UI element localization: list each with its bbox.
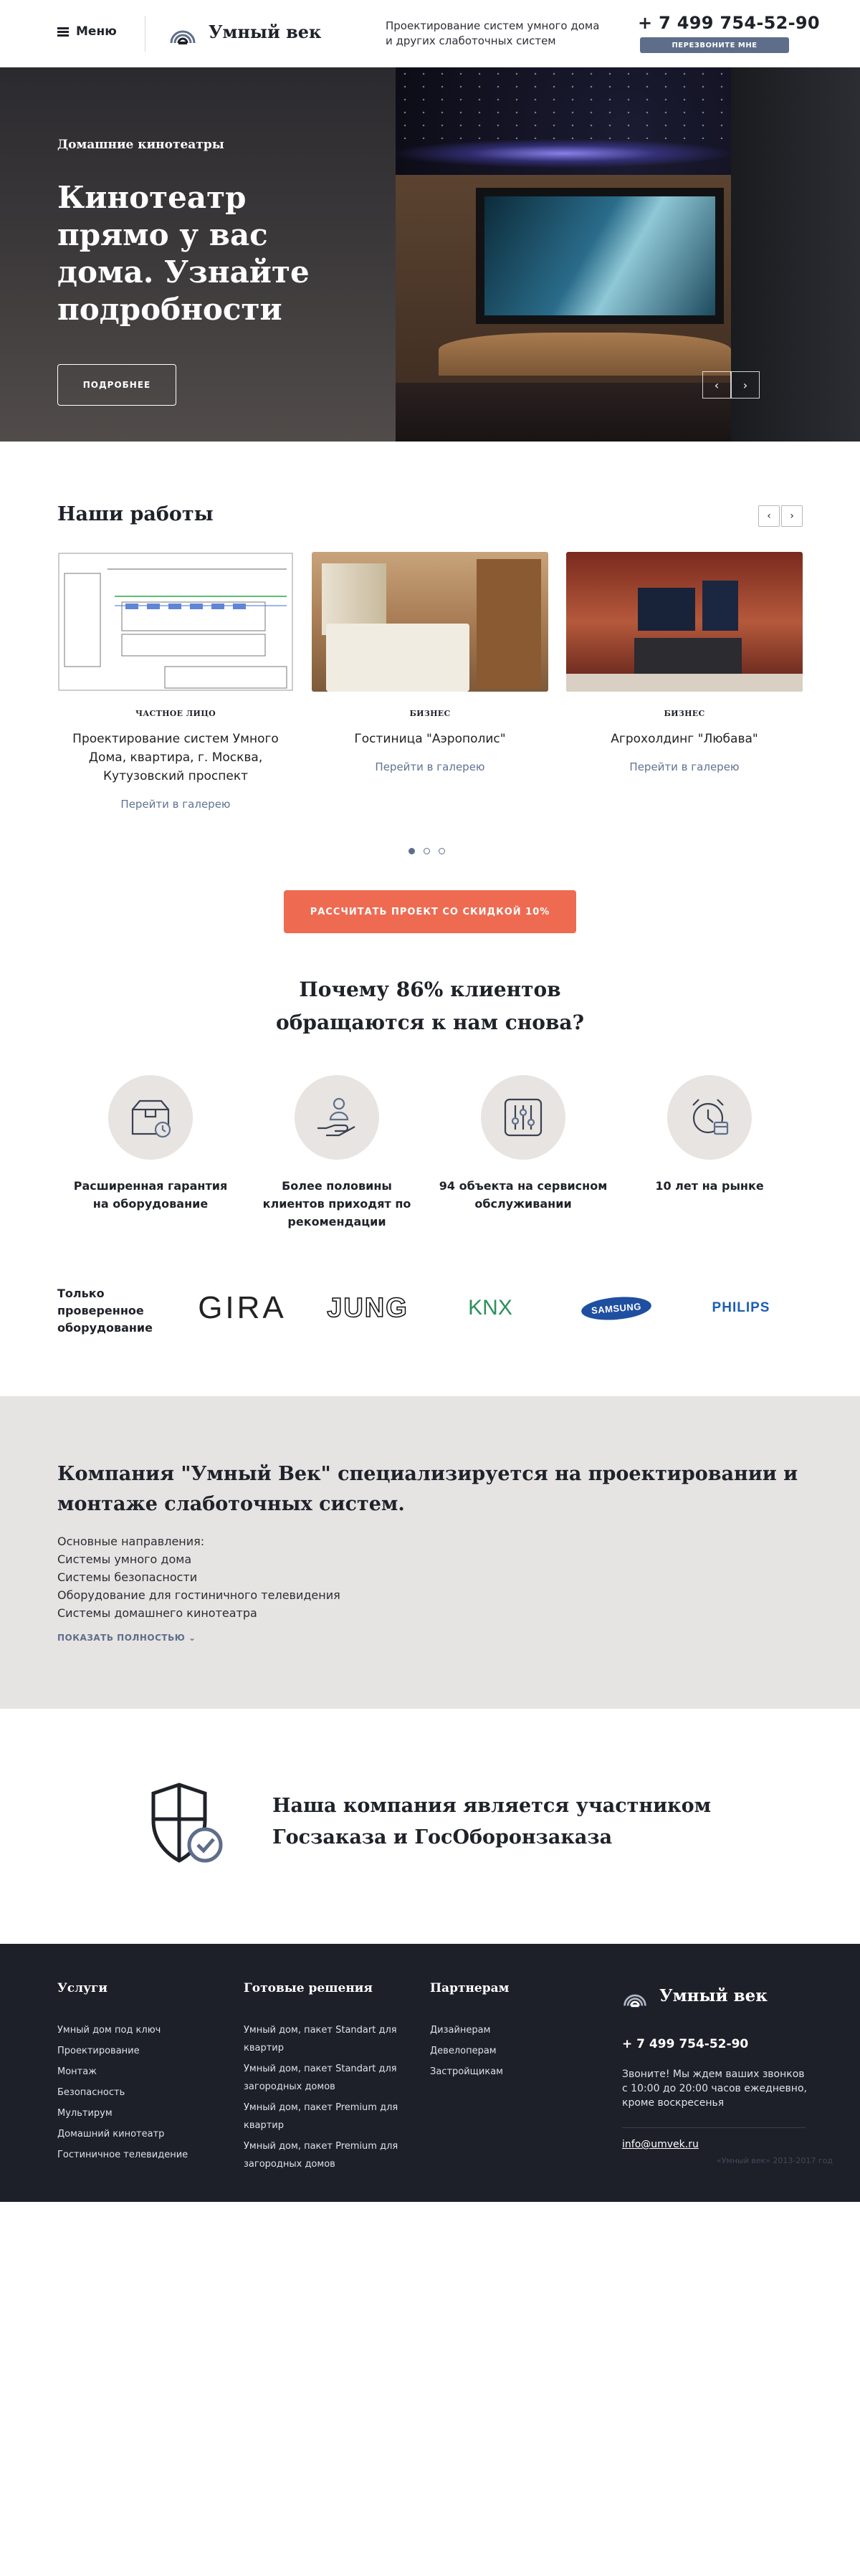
footer-logo-text: Умный век [659,1985,768,2005]
why-title-line-1: Почему 86% клиентов [299,978,561,1001]
footer-link[interactable]: Домашний кинотеатр [57,2129,165,2139]
footer-link[interactable]: Умный дом, пакет Standart для квартир [244,2025,397,2053]
work-card-title: Проектирование систем Умного Дома, квартира, г. Москва, Кутузовский проспект [72,732,279,783]
footer-link[interactable]: Девелоперам [430,2046,497,2056]
footer-link[interactable]: Проектирование [57,2046,140,2056]
brands-label-line-2: проверенное [57,1304,144,1317]
logo[interactable] [168,17,321,46]
feature-text: Расширенная гарантия на оборудование [73,1179,228,1211]
work-card-category: БИЗНЕС [409,709,451,718]
footer-solutions-title: Готовые решения [244,1981,373,1995]
header [0,0,860,67]
direction-item: Оборудование для гостиничного телевидения [57,1588,340,1602]
gov-text-line-2: Госзаказа и ГосОборонзаказа [272,1826,613,1848]
hero-prev-button[interactable] [702,371,731,399]
feature-text: 94 объекта на сервисном обслуживании [439,1179,608,1211]
menu-label: Меню [76,24,117,39]
chevron-left-icon: ‹ [767,510,771,522]
direction-item: Системы домашнего кинотеатра [57,1606,257,1620]
brand-logo-philips: PHILIPS [712,1300,770,1315]
header-phone[interactable]: + 7 499 754-52-90 [638,13,820,33]
gallery-link[interactable]: Перейти в галерею [375,760,485,773]
footer-link[interactable]: Умный дом под ключ [57,2025,161,2036]
work-card-category: ЧАСТНОЕ ЛИЦО [135,709,216,718]
hero-more-button[interactable]: ПОДРОБНЕЕ [57,364,176,406]
why-title-line-2: обращаются к нам снова? [276,1011,584,1034]
gallery-link[interactable]: Перейти в галерею [629,760,740,773]
hero-next-button[interactable] [731,371,760,399]
gov-text-line-1: Наша компания является участником [272,1795,712,1817]
footer-link[interactable]: Дизайнерам [430,2025,491,2036]
work-card-category: БИЗНЕС [664,709,705,718]
brand-logo-knx: KNX [468,1296,512,1320]
hero-cinema-image [396,67,860,442]
footer-link[interactable]: Монтаж [57,2066,97,2077]
feature-text: 10 лет на рынке [655,1179,764,1193]
footer-copyright: «Умный век» 2013-2017 год [717,2156,833,2165]
footer-link[interactable]: Умный дом, пакет Premium для квартир [244,2102,398,2131]
logo-text: Умный век [209,21,322,42]
directions-heading: Основные направления: [57,1535,205,1548]
chevron-right-icon: › [790,510,794,522]
footer-email[interactable]: info@umvek.ru [622,2139,699,2150]
footer-partners-title: Партнерам [430,1981,510,1995]
brands-label-line-1: Только [57,1287,105,1300]
footer-link[interactable]: Гостиничное телевидение [57,2150,188,2160]
work-card-title: Агрохолдинг "Любава" [611,732,758,746]
calculate-project-button[interactable]: РАССЧИТАТЬ ПРОЕКТ СО СКИДКОЙ 10% [284,890,576,933]
brand-logo-samsung: SAMSUNG [578,1290,655,1326]
footer-services-title: Услуги [57,1981,108,1995]
hero-slider-controls [702,371,760,399]
work-card-title: Гостиница "Аэрополис" [354,732,506,746]
footer-call-note: Звоните! Мы ждем ваших звонков с 10:00 до 20:00 часов ежедневно, кроме воскресенья [622,2069,807,2109]
tagline-line-1: Проектирование систем умного дома [386,19,600,32]
hero-title: Кинотеатр прямо у вас дома. Узнайте подробности [57,180,310,327]
brand-logo-gira: GIRA [198,1290,287,1325]
footer-link[interactable]: Умный дом, пакет Standart для загородных домов [244,2064,397,2092]
footer-phone[interactable]: + 7 499 754-52-90 [622,2037,749,2051]
hero-banner [0,67,860,442]
brands-label-line-3: оборудование [57,1321,153,1335]
menu-button[interactable] [57,24,117,39]
direction-item: Системы умного дома [57,1552,192,1566]
callback-button[interactable]: ПЕРЕЗВОНИТЕ МНЕ [640,37,789,53]
works-title: Наши работы [57,503,214,525]
hamburger-icon [57,27,69,37]
tagline-line-2: и других слаботочных систем [386,34,556,47]
gallery-link[interactable]: Перейти в галерею [120,798,231,811]
show-more-link[interactable]: ПОКАЗАТЬ ПОЛНОСТЬЮ ⌄ [57,1633,196,1643]
header-tagline [386,19,601,49]
direction-item: Системы безопасности [57,1570,198,1584]
hero-kicker: Домашние кинотеатры [57,138,224,152]
footer-link[interactable]: Мультирум [57,2108,113,2119]
brand-logo-jung: JUNG [327,1292,408,1323]
footer-link[interactable]: Застройщикам [430,2066,503,2077]
page-spacer [0,442,860,2576]
company-title: Компания "Умный Век" специализируется на проектировании и монтаже слаботочных систем. [57,1463,798,1515]
chevron-left-icon: ‹ [714,378,720,392]
feature-text: Более половины клиентов приходят по рекомендации [262,1179,411,1229]
logo-dome-icon [168,17,197,46]
chevron-down-icon: ⌄ [188,1633,196,1643]
footer-link[interactable]: Умный дом, пакет Premium для загородных домов [244,2141,398,2170]
footer-link[interactable]: Безопасность [57,2087,125,2098]
chevron-right-icon: › [742,378,748,392]
